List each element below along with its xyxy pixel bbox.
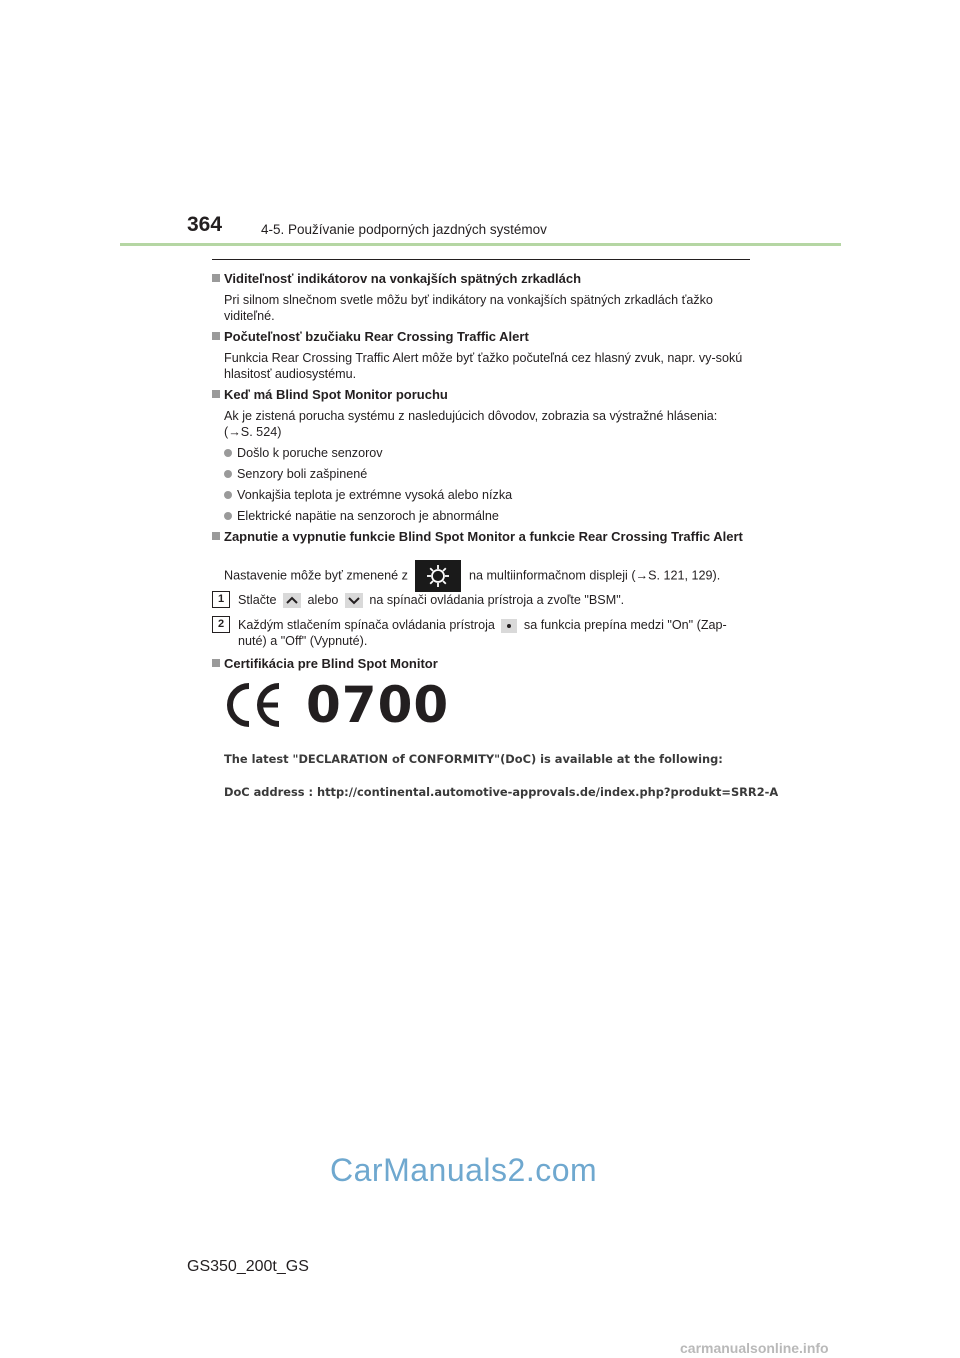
- square-bullet-icon: [212, 532, 220, 540]
- section-heading: Keď má Blind Spot Monitor poruchu: [212, 387, 448, 402]
- list-item: Elektrické napätie na senzoroch je abnormálne: [224, 509, 499, 523]
- round-bullet-icon: [224, 491, 232, 499]
- section-rule: [212, 259, 750, 260]
- list-item: Vonkajšia teplota je extrémne vysoká alebo nízka: [224, 488, 512, 502]
- step-text: Stlačte alebo na spínači ovládania prístroja a zvoľte "BSM".: [238, 593, 625, 607]
- round-bullet-icon: [224, 470, 232, 478]
- square-bullet-icon: [212, 274, 220, 282]
- section-text: Ak je zistená porucha systému z nasledujúcich dôvodov, zobrazia sa výstražné hlásenia: (→S. 524): [224, 409, 718, 439]
- chevron-up-icon: [283, 593, 301, 608]
- chevron-down-icon: [345, 593, 363, 608]
- declaration-text: The latest "DECLARATION of CONFORMITY"(DoC) is available at the following:: [224, 752, 723, 766]
- section-heading: Viditeľnosť indikátorov na vonkajších spätných zrkadlách: [212, 271, 581, 286]
- round-bullet-icon: [224, 512, 232, 520]
- section-heading: Počuteľnosť bzučiaku Rear Crossing Traffic Alert: [212, 329, 529, 344]
- list-item: Došlo k poruche senzorov: [224, 446, 383, 460]
- chapter-title: 4-5. Používanie podporných jazdných systémov: [261, 222, 547, 237]
- step-text: Každým stlačením spínača ovládania prístroja sa funkcia prepína medzi "On" (Zap-nuté) a "Off" (Vypnuté).: [238, 618, 727, 648]
- square-bullet-icon: [212, 332, 220, 340]
- square-bullet-icon: [212, 659, 220, 667]
- site-watermark: carmanualsonline.info: [680, 1340, 829, 1356]
- watermark: CarManuals2.com: [330, 1152, 598, 1188]
- step-number: 2: [212, 616, 230, 633]
- square-bullet-icon: [212, 390, 220, 398]
- settings-gear-icon: [415, 560, 461, 592]
- ce-mark-logo: [224, 682, 282, 733]
- enter-button-icon: [501, 619, 517, 633]
- header-rule: [120, 243, 841, 246]
- section-text: Pri silnom slnečnom svetle môžu byť indikátory na vonkajších spätných zrkadlách ťažko viditeľné.: [224, 293, 713, 323]
- list-item: Senzory boli zašpinené: [224, 467, 367, 481]
- notified-body-number: 0700: [306, 676, 450, 734]
- page-number: 364: [187, 213, 223, 236]
- round-bullet-icon: [224, 449, 232, 457]
- section-heading: Zapnutie a vypnutie funkcie Blind Spot Monitor a funkcie Rear Crossing Traffic Alert: [212, 529, 743, 544]
- step-number: 1: [212, 591, 230, 608]
- doc-address: DoC address : http://continental.automotive-approvals.de/index.php?produkt=SRR2-A: [224, 785, 779, 799]
- model-code: GS350_200t_GS: [187, 1258, 309, 1275]
- setting-instruction: Nastavenie môže byť zmenené z na multiinformačnom displeji (→S. 121, 129).: [224, 560, 720, 592]
- section-text: Funkcia Rear Crossing Traffic Alert môže byť ťažko počuteľná cez hlasný zvuk, napr. vy-sokú hlasitosť audiosystému.: [224, 351, 743, 381]
- section-heading: Certifikácia pre Blind Spot Monitor: [212, 656, 438, 671]
